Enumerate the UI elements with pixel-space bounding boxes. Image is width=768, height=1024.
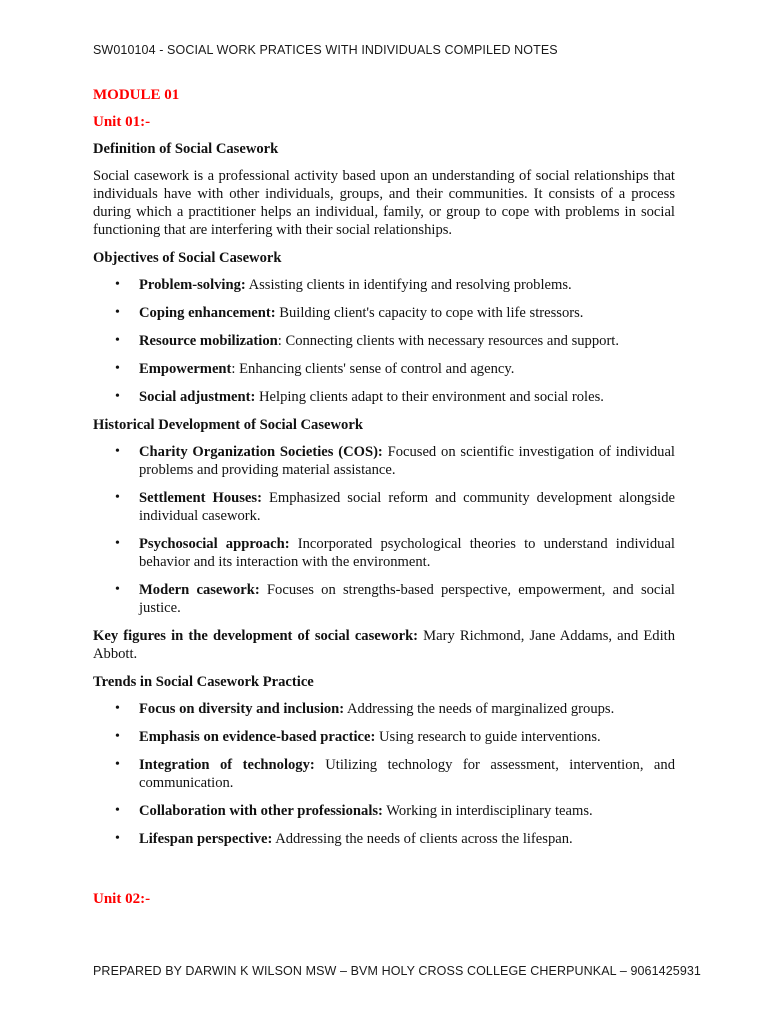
bullet-icon: • bbox=[115, 582, 120, 597]
history-list bbox=[93, 443, 675, 617]
item-term: Emphasis on evidence-based practice: bbox=[139, 729, 376, 745]
document-body bbox=[93, 86, 675, 858]
item-desc: Using research to guide interventions. bbox=[375, 729, 601, 745]
list-item bbox=[93, 443, 675, 479]
objectives-list bbox=[93, 276, 675, 406]
definition-paragraph: Social casework is a professional activity based upon an understanding of social relationships that individuals have with other individuals, groups, and their communities. It consists of a process during which a practitioner helps an individual, family, or group to cope with problems in social functioning that are interfering with their social relationships. bbox=[93, 168, 675, 238]
bullet-icon: • bbox=[115, 701, 120, 716]
item-desc: : Connecting clients with necessary resources and support. bbox=[277, 333, 620, 349]
section-heading-definition: Definition of Social Casework bbox=[93, 141, 279, 157]
item-desc: Addressing the needs of marginalized groups. bbox=[344, 701, 615, 717]
bullet-icon: • bbox=[115, 389, 120, 404]
item-desc: Incorporated psychological theories to understand individual behavior and its interaction with the environment. bbox=[139, 536, 675, 570]
list-item bbox=[93, 830, 675, 848]
page-header: SW010104 - SOCIAL WORK PRATICES WITH INDIVIDUALS COMPILED NOTES bbox=[93, 43, 558, 57]
list-item bbox=[93, 581, 675, 617]
item-term: Problem-solving: bbox=[139, 277, 246, 293]
list-item bbox=[93, 756, 675, 792]
item-term: Social adjustment: bbox=[139, 389, 256, 405]
list-item bbox=[93, 535, 675, 571]
key-figures-paragraph bbox=[93, 627, 675, 663]
item-desc: : Enhancing clients' sense of control and agency. bbox=[231, 361, 515, 377]
bullet-icon: • bbox=[115, 444, 120, 459]
list-item bbox=[93, 332, 675, 350]
item-desc: Focuses on strengths-based perspective, empowerment, and social justice. bbox=[139, 582, 675, 616]
item-term: Psychosocial approach: bbox=[139, 536, 290, 552]
list-item bbox=[93, 360, 675, 378]
list-item bbox=[93, 276, 675, 294]
item-term: Integration of technology: bbox=[139, 757, 315, 773]
item-desc: Building client's capacity to cope with life stressors. bbox=[275, 305, 584, 321]
item-desc: Working in interdisciplinary teams. bbox=[382, 803, 593, 819]
item-term: Lifespan perspective: bbox=[139, 831, 273, 847]
list-item bbox=[93, 304, 675, 322]
bullet-icon: • bbox=[115, 757, 120, 772]
section-heading-trends: Trends in Social Casework Practice bbox=[93, 674, 314, 690]
item-desc: Utilizing technology for assessment, intervention, and communication. bbox=[139, 757, 676, 791]
unit-title: Unit 01:- bbox=[93, 114, 151, 130]
key-figures-label: Key figures in the development of social casework: bbox=[93, 628, 419, 644]
item-term: Resource mobilization bbox=[139, 333, 278, 349]
item-term: Charity Organization Societies (COS): bbox=[139, 444, 383, 460]
bullet-icon: • bbox=[115, 490, 120, 505]
item-desc: Focused on scientific investigation of individual problems and providing material assistance. bbox=[139, 444, 675, 478]
item-desc: Addressing the needs of clients across the lifespan. bbox=[272, 831, 573, 847]
unit-2-title: Unit 02:- bbox=[93, 891, 151, 907]
list-item bbox=[93, 388, 675, 406]
bullet-icon: • bbox=[115, 536, 120, 551]
trends-list bbox=[93, 700, 675, 848]
bullet-icon: • bbox=[115, 333, 120, 348]
item-desc: Helping clients adapt to their environment and social roles. bbox=[255, 389, 604, 405]
item-term: Collaboration with other professionals: bbox=[139, 803, 383, 819]
item-desc: Emphasized social reform and community development alongside individual casework. bbox=[139, 490, 675, 524]
item-term: Focus on diversity and inclusion: bbox=[139, 701, 345, 717]
page-footer: PREPARED BY DARWIN K WILSON MSW – BVM HOLY CROSS COLLEGE CHERPUNKAL – 9061425931 bbox=[93, 964, 701, 978]
bullet-icon: • bbox=[115, 729, 120, 744]
bullet-icon: • bbox=[115, 361, 120, 376]
bullet-icon: • bbox=[115, 831, 120, 846]
item-term: Modern casework: bbox=[139, 582, 260, 598]
item-term: Coping enhancement: bbox=[139, 305, 276, 321]
bullet-icon: • bbox=[115, 803, 120, 818]
list-item bbox=[93, 489, 675, 525]
bullet-icon: • bbox=[115, 305, 120, 320]
key-figures-text: Mary Richmond, Jane Addams, and Edith Abbott. bbox=[93, 628, 675, 662]
item-desc: Assisting clients in identifying and resolving problems. bbox=[245, 277, 572, 293]
bullet-icon: • bbox=[115, 277, 120, 292]
section-heading-history: Historical Development of Social Casework bbox=[93, 417, 363, 433]
list-item bbox=[93, 728, 675, 746]
item-term: Settlement Houses: bbox=[139, 490, 262, 506]
item-term: Empowerment bbox=[139, 361, 232, 377]
list-item bbox=[93, 802, 675, 820]
section-heading-objectives: Objectives of Social Casework bbox=[93, 250, 282, 266]
list-item bbox=[93, 700, 675, 718]
module-title: MODULE 01 bbox=[93, 87, 180, 103]
